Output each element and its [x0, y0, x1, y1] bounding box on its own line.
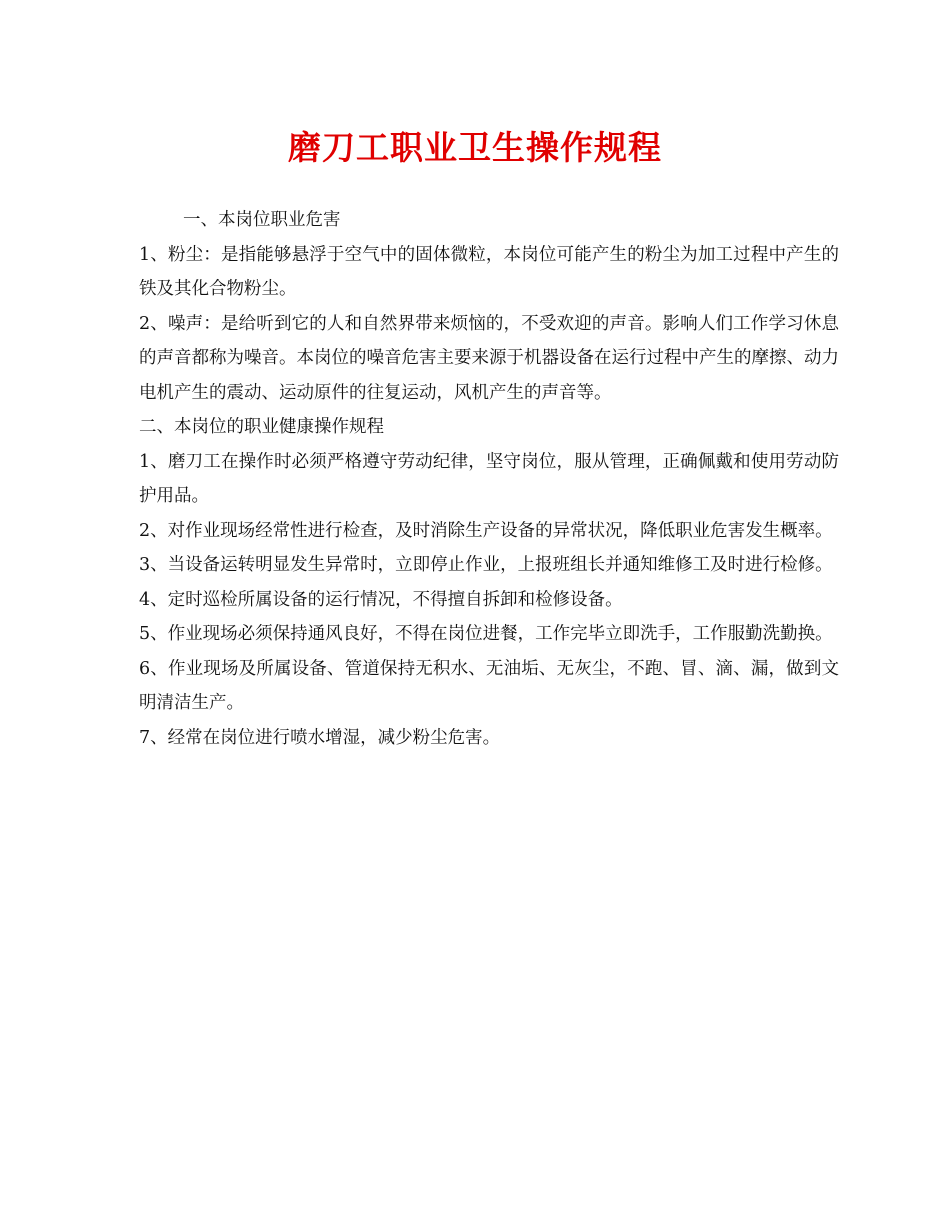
procedure-item-5: 5、作业现场必须保持通风良好，不得在岗位进餐，工作完毕立即洗手，工作服勤洗勤换。 — [139, 624, 833, 644]
document-title: 磨刀工职业卫生操作规程 — [288, 128, 662, 167]
procedure-item-1: 1、磨刀工在操作时必须严格遵守劳动纪律，坚守岗位，服从管理，正确佩戴和使用劳动防护用品。 — [139, 451, 839, 506]
paragraph-dust: 1、粉尘：是指能够悬浮于空气中的固体微粒，本岗位可能产生的粉尘为加工过程中产生的铁及其化合物粉尘。 — [139, 244, 839, 299]
procedure-item-7: 7、经常在岗位进行喷水增湿，减少粉尘危害。 — [139, 727, 501, 748]
procedure-item-6: 6、作业现场及所属设备、管道保持无积水、无油垢、无灰尘，不跑、冒、滴、漏，做到文明清洁生产。 — [139, 658, 839, 713]
section-heading-procedures: 二、本岗位的职业健康操作规程 — [139, 417, 384, 437]
procedure-item-4: 4、定时巡检所属设备的运行情况，不得擅自拆卸和检修设备。 — [139, 589, 623, 610]
section-heading-hazards: 一、本岗位职业危害 — [183, 210, 341, 230]
document-body — [139, 203, 839, 755]
procedure-item-3: 3、当设备运转明显发生异常时，立即停止作业，上报班组长并通知维修工及时进行检修。 — [139, 555, 833, 575]
procedure-item-2: 2、对作业现场经常性进行检查，及时消除生产设备的异常状况，降低职业危害发生概率。 — [139, 520, 833, 541]
paragraph-noise: 2、噪声：是给听到它的人和自然界带来烦恼的，不受欢迎的声音。影响人们工作学习休息的声音都称为噪音。本岗位的噪音危害主要来源于机器设备在运行过程中产生的摩擦、动力电机产生的震动、运动原件的往复运动，风机产生的声音等。 — [139, 313, 839, 403]
